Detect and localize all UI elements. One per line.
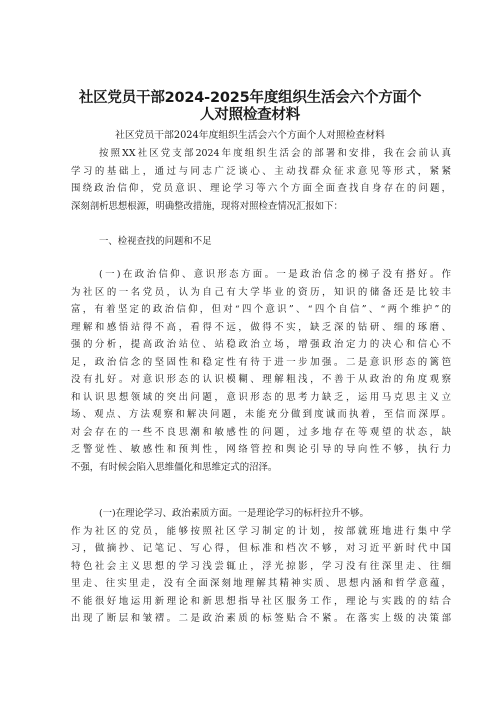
document-subtitle: 社区党员干部2024年度组织生活会六个方面个人对照检查材料: [115, 130, 385, 141]
intro-paragraph: [71, 145, 451, 215]
paragraph-line: 乏警觉性、敏感性和预判性，网络管控和舆论引导的导向性不够，执行力: [71, 444, 451, 456]
paragraph-line: 出现了断层和皱褶。二是政治素质的标签贴合不紧。在落实上级的决策部: [71, 613, 451, 625]
paragraph-line: 围绕政治信仰，党员意识、理论学习等六个方面全面查找自身存在的问题，: [71, 183, 451, 195]
paragraph-line: 不强，有时候会陷入思维僵化和思维定式的沼泽。: [71, 462, 278, 474]
document-title-line-2: 人对照检查材料: [199, 107, 301, 123]
section-heading: 一、检视查找的问题和不足: [99, 236, 212, 247]
section-2-paragraph: [71, 505, 451, 628]
paragraph-line: 里走、往实里走，没有全面深刻地理解其精神实质、思想内涵和哲学意蕴，: [71, 578, 451, 590]
paragraph-line: 特色社会主义思想的学习浅尝辄止，浮光掠影，学习没有往深里走、往细: [71, 560, 451, 572]
section-1-paragraph: [71, 266, 451, 477]
document-title-line-1: 社区党员干部2024-2025年度组织生活会六个方面个: [78, 90, 422, 106]
paragraph-line: 强的分析，提高政治站位、站稳政治立场，增强政治定力的决心和信心不: [71, 339, 451, 351]
paragraph-line: 和认识思想领域的突出问题，意识形态的思考力缺乏，运用马克思主义立: [71, 391, 451, 403]
paragraph-line: (一)在政治信仰、意识形态方面。一是政治信念的梯子没有搭好。作: [99, 269, 451, 280]
paragraph-line: 场、观点、方法观察和解决问题，未能充分做到度诚而执着，至信而深厚。: [71, 409, 451, 421]
paragraph-line: 学习的基础上，通过与同志广泛谈心、主动找群众征求意见等形式，紧紧: [71, 165, 451, 177]
paragraph-line: 足，政治信念的坚固性和稳定性有待于进一步加强。二是意识形态的篱笆: [71, 356, 451, 368]
paragraph-line: 习，做摘抄、记笔记、写心得，但标准和档次不够，对习近平新时代中国: [71, 543, 451, 555]
paragraph-line: 深刻剖析思想根源，明确整改措施，现将对照检查情况汇报如下：: [71, 200, 343, 212]
paragraph-line: (一)在理论学习、政治素质方面。一是理论学习的标杆拉升不够。: [99, 508, 369, 519]
paragraph-line: 没有扎好。对意识形态的认识模糊、理解粗浅，不善于从政治的角度观察: [71, 374, 451, 386]
paragraph-line: 对会存在的一些不良思潮和敏感性的问题，过多地存在等观望的状态，缺: [71, 426, 451, 438]
paragraph-line: 不能很好地运用新理论和新思想指导社区服务工作，理论与实践的的结合: [71, 595, 451, 607]
paragraph-line: 理解和感悟站得不高，看得不远，做得不实，缺乏深的钻研、细的琢磨、: [71, 321, 451, 333]
paragraph-line: 按照XX社区党支部2024年度组织生活会的部署和安排，我在会前认真: [99, 148, 451, 159]
paragraph-line: 作为社区的党员，能够按照社区学习制定的计划，按部就班地进行集中学: [71, 525, 451, 537]
paragraph-line: 富，有着坚定的政治信仰，但对“四个意识”、“四个自信”、“两个维护”的: [71, 304, 451, 316]
paragraph-line: 为社区的一名党员，认为自己有大学毕业的资历，知识的储备还是比较丰: [71, 286, 451, 298]
